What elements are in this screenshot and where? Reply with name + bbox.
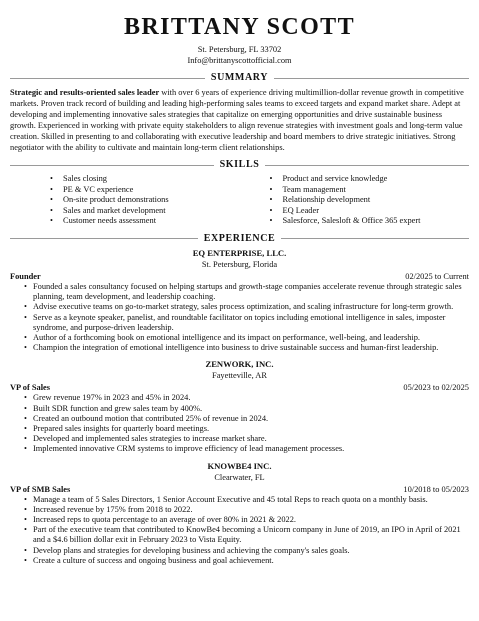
job-bullet: • Built SDR function and grew sales team by 400%. bbox=[24, 404, 469, 414]
divider bbox=[265, 165, 469, 166]
job-bullet: • Increased reps to quota percentage to an average of over 80% in 2021 & 2022. bbox=[24, 515, 469, 525]
company-name: KNOWBE4 INC. bbox=[207, 460, 272, 471]
skill-item: • EQ Leader bbox=[270, 206, 470, 217]
skill-item: • Team management bbox=[270, 185, 470, 196]
job-title: VP of SMB Sales bbox=[10, 484, 71, 494]
role-row bbox=[10, 271, 469, 282]
divider bbox=[10, 165, 214, 166]
skills-section bbox=[10, 159, 469, 227]
skill-item: • Product and service knowledge bbox=[270, 174, 470, 185]
job-dates: 10/2018 to 05/2023 bbox=[403, 484, 469, 494]
skills-title: SKILLS bbox=[219, 159, 260, 170]
job-bullets bbox=[10, 495, 469, 566]
job-dates: 02/2025 to Current bbox=[405, 271, 469, 281]
summary-header bbox=[10, 72, 469, 84]
job-bullet: • Grew revenue 197% in 2023 and 45% in 2024. bbox=[24, 393, 469, 403]
job-title: Founder bbox=[10, 271, 41, 281]
email: Info@brittanyscottofficial.com bbox=[187, 56, 292, 65]
company-location: Fayetteville, AR bbox=[212, 371, 267, 381]
summary-text bbox=[10, 87, 469, 153]
job-bullet: • Implemented innovative CRM systems to improve efficiency of lead management processes. bbox=[24, 444, 469, 454]
job-title: VP of Sales bbox=[10, 383, 51, 393]
job-bullets bbox=[10, 393, 469, 454]
experience-header bbox=[10, 233, 469, 245]
job-entry bbox=[10, 461, 469, 566]
job-entry bbox=[10, 359, 469, 454]
summary-title: SUMMARY bbox=[210, 72, 269, 83]
address: St. Petersburg, FL 33702 bbox=[197, 45, 282, 54]
job-bullets bbox=[10, 282, 469, 353]
skills-header bbox=[10, 159, 469, 171]
job-bullet: • Created an outbound motion that contributed 25% of revenue in 2024. bbox=[24, 414, 469, 424]
company-name: ZENWORK, INC. bbox=[205, 359, 274, 370]
experience-section bbox=[10, 233, 469, 566]
divider bbox=[10, 238, 198, 239]
role-row bbox=[10, 382, 469, 393]
summary-lead: Strategic and results-oriented sales leader bbox=[10, 88, 160, 97]
experience-title: EXPERIENCE bbox=[203, 232, 276, 244]
candidate-name: BRITTANY SCOTT bbox=[124, 14, 355, 40]
job-bullet: • Create a culture of success and ongoing business and goal achievement. bbox=[24, 556, 469, 566]
company-location: St. Petersburg, Florida bbox=[201, 259, 278, 269]
divider bbox=[281, 238, 469, 239]
company-name: EQ ENTERPRISE, LLC. bbox=[192, 247, 287, 258]
role-row bbox=[10, 484, 469, 495]
job-bullet: • Manage a team of 5 Sales Directors, 1 Senior Account Executive and 45 total Reps to reach quota on a monthly basis. bbox=[24, 495, 469, 505]
skill-item: • Sales and market development bbox=[50, 206, 250, 217]
job-bullet: • Prepared sales insights for quarterly board meetings. bbox=[24, 424, 469, 434]
skill-item: • On-site product demonstrations bbox=[50, 195, 250, 206]
job-bullet: • Advise executive teams on go-to-market strategy, sales process optimization, and scaling infrastructure for long-term growth. bbox=[24, 302, 469, 312]
job-bullet: • Developed and implemented sales strategies to increase market share. bbox=[24, 434, 469, 444]
skills-right-column bbox=[270, 174, 470, 227]
job-bullet: • Author of a forthcoming book on emotional intelligence and its impact on performance, well-being, and leadership. bbox=[24, 333, 469, 343]
company-location: Clearwater, FL bbox=[214, 472, 265, 482]
skill-item: • Customer needs assessment bbox=[50, 216, 250, 227]
skills-grid bbox=[10, 174, 469, 227]
skill-item: • Relationship development bbox=[270, 195, 470, 206]
skill-item: • Sales closing bbox=[50, 174, 250, 185]
job-bullet: • Increased revenue by 175% from 2018 to 2022. bbox=[24, 505, 469, 515]
job-bullet: • Serve as a keynote speaker, panelist, and roundtable facilitator on topics including emotional intelligence in sales, imposter syndrome, and purpose-driven leadership. bbox=[24, 313, 469, 333]
job-bullet: • Part of the executive team that contributed to KnowBe4 becoming a Unicorn company in June of 2019, an IPO in April of 2021 and a $4.6 billion dollar exit in February 2023 to Vista Equity. bbox=[24, 525, 469, 545]
divider bbox=[274, 78, 469, 79]
summary-section bbox=[10, 72, 469, 153]
job-bullet: • Founded a sales consultancy focused on helping startups and growth-stage companies accelerate revenue through strategic sales planning, team development, and leadership coaching. bbox=[24, 282, 469, 302]
summary-body: with over 6 years of experience driving multimillion-dollar revenue growth in competitive markets. Proven track record of building and leading high-performing sales teams to exceed targets and expand market share. Adept at developing and implementing innovative sales strategies that capitalize on emerging opportunities and drive sustainable business growth. Experienced in working with private equity stakeholders to align revenue strategies with investment goals and long-term value creation. Skilled in presenting to and collaborating with executive leadership and board members to drive strategic initiatives. Strong negotiator with the ability to cultivate and maintain long-term client relationships. bbox=[10, 88, 464, 152]
job-bullet: • Develop plans and strategies for developing business and achieving the company's sales goals. bbox=[24, 546, 469, 556]
divider bbox=[10, 78, 205, 79]
skills-left-column bbox=[50, 174, 250, 227]
resume-page bbox=[10, 0, 469, 566]
job-entry bbox=[10, 248, 469, 353]
job-bullet: • Champion the integration of emotional intelligence into business to drive sustainable success and human-first leadership. bbox=[24, 343, 469, 353]
skill-item: • PE & VC experience bbox=[50, 185, 250, 196]
skill-item: • Salesforce, Salesloft & Office 365 expert bbox=[270, 216, 470, 227]
job-dates: 05/2023 to 02/2025 bbox=[403, 383, 469, 393]
